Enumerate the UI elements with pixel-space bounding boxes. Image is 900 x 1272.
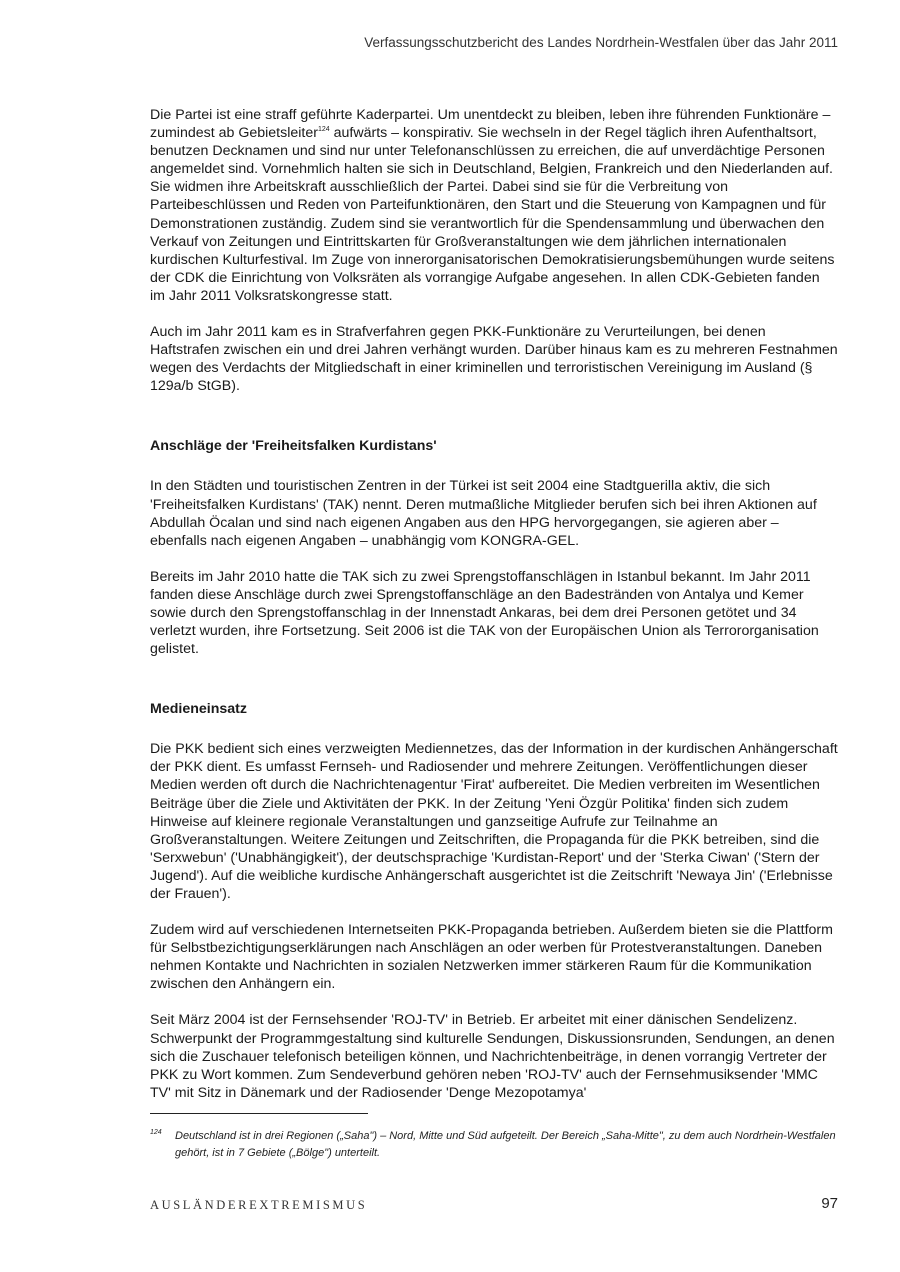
paragraph-text: aufwärts – konspirativ. Sie wechseln in der Regel täglich ihren Aufenthaltsort, benutzen Decknamen und sind nur unter Telefonanschlüssen zu erreichen, die auf unverdächtige Personen angemeldet sind. Vornehmlich halten sie sich in Deutschland, Belgien, Frankreich und den Niederlanden auf. Sie widmen ihre Arbeitskraft ausschließlich der Partei. Dabei sind sie für die Verbreitung von Parteibeschlüssen und Reden von Parteifunktionären, den Start und die Steuerung von Kampagnen und für Demonstrationen zuständig. Zudem sind sie verantwortlich für die Spendensammlung und überwachen den Verkauf von Zeitungen und Eintrittskarten für Großveranstaltungen wie dem jährlichen internationalen kurdischen Kulturfestival. Im Zuge von innerorganisatorischen Demokratisierungsbemühungen wurde seitens der CDK die Einrichtung von Volksräten als vorrangige Aufgabe angesehen. In allen CDK-Gebieten fanden im Jahr 2011 Volksratskongresse statt. (150, 125, 835, 304)
paragraph-tak: In den Städten und touristischen Zentren in der Türkei ist seit 2004 eine Stadtguerilla aktiv, die sich 'Freiheitsfalken Kurdistans' (TAK) nennt. Deren mutmaßliche Mitglieder berufen sich bei ihren Aktionen auf Abdullah Öcalan und sind nach eigenen Angaben aus den HPG hervorgegangen, sie agieren aber – ebenfalls nach eigenen Angaben – unabhängig vom KONGRA-GEL. (150, 478, 817, 549)
footnote-divider (150, 1113, 368, 1114)
paragraph-internetseiten: Zudem wird auf verschiedenen Internetseiten PKK-Propaganda betrieben. Außerdem bieten sie die Plattform für Selbstbezichtigungserklärungen nach Anschlägen an oder werben für Protestveranstaltungen. Daneben nehmen Kontakte und Nachrichten in sozialen Netzwerken immer stärkeren Raum für die Kommunikation zwischen den Anhängern ein. (150, 922, 833, 993)
footnote (150, 1128, 838, 1162)
main-content (150, 106, 838, 1120)
paragraph-roj-tv: Seit März 2004 ist der Fernsehsender 'ROJ-TV' in Betrieb. Er arbeitet mit einer dänischen Sendelizenz. Schwerpunkt der Programmgestaltung sind kulturelle Sendungen, Diskussionsrunden, Sendungen, an denen sich die Zuschauer telefonisch beteiligen können, und Nachrichtenbeiträge, in denen vorrangig Vertreter der PKK zu Wort kommen. Zum Sendeverbund gehören neben 'ROJ-TV' auch der Fernsehmusiksender 'MMC TV' mit Sitz in Dänemark und der Radiosender 'Denge Mezopotamya' (150, 1012, 835, 1101)
footnote-reference: 124 (317, 126, 330, 134)
paragraph-kaderpartei (150, 106, 838, 305)
section-heading-anschlaege: Anschläge der 'Freiheitsfalken Kurdistans' (150, 438, 437, 455)
paragraph-sprengstoffanschlaege: Bereits im Jahr 2010 hatte die TAK sich zu zwei Sprengstoffanschlägen in Istanbul bekannt. Im Jahr 2011 fanden diese Anschläge durch zwei Sprengstoffanschläge an den Badestränden von Antalya und Kemer sowie durch den Sprengstoffanschlag in der Innenstadt Ankaras, bei dem drei Personen getötet und 34 verletzt wurden, ihre Fortsetzung. Seit 2006 ist die TAK von der Europäischen Union als Terrororganisation gelistet. (150, 568, 819, 658)
section-heading-medieneinsatz: Medieneinsatz (150, 701, 247, 718)
footer-section-title: AUSLÄNDEREXTREMISMUS (150, 1198, 368, 1212)
footnote-number: 124 (150, 1129, 162, 1136)
footnote-text: Deutschland ist in drei Regionen („Saha") – Nord, Mitte und Süd aufgeteilt. Der Bereich „Saha-Mitte", zu dem auch Nordrhein-Westfalen gehört, ist in 7 Gebiete („Bölge") unterteilt. (175, 1130, 836, 1159)
paragraph-text: Die Partei ist eine straff geführte Kaderpartei. Um unentdeckt zu bleiben, leben ihre führenden Funktionäre – zumindest ab Gebietsleiter (150, 107, 831, 142)
page-number: 97 (821, 1195, 838, 1212)
paragraph-mediennetz: Die PKK bedient sich eines verzweigten Mediennetzes, das der Information in der kurdischen Anhängerschaft der PKK dient. Es umfasst Fernseh- und Radiosender und mehrere Zeitungen. Veröffentlichungen dieser Medien werden oft durch die Nachrichtenagentur 'Firat' aufbereitet. Die Medien verbreiten im Wesentlichen Beiträge über die Ziele und Aktivitäten der PKK. In der Zeitung 'Yeni Özgür Politika' finden sich zudem Hinweise auf kleinere regionale Veranstaltungen und ganzseitige Aufrufe zur Teilnahme an Großveranstaltungen. Weitere Zeitungen und Zeitschriften, die Propaganda für die PKK betreiben, sind die 'Serxwebun' ('Unabhängigkeit'), der deutschsprachige 'Kurdistan-Report' und der 'Sterka Ciwan' ('Stern der Jugend'). Auf die weibliche kurdische Anhängerschaft ausgerichtet ist die Zeitschrift 'Newaya Jin' ('Erlebnisse der Frauen'). (150, 741, 838, 902)
running-header: Verfassungsschutzbericht des Landes Nordrhein-Westfalen über das Jahr 2011 (364, 35, 838, 50)
paragraph-verurteilungen: Auch im Jahr 2011 kam es in Strafverfahren gegen PKK-Funktionäre zu Verurteilungen, bei denen Haftstrafen zwischen ein und drei Jahren verhängt wurden. Darüber hinaus kam es zu mehreren Festnahmen wegen des Verdachts der Mitgliedschaft in einer kriminellen und terroristischen Vereinigung im Ausland (§ 129a/b StGB). (150, 324, 838, 395)
